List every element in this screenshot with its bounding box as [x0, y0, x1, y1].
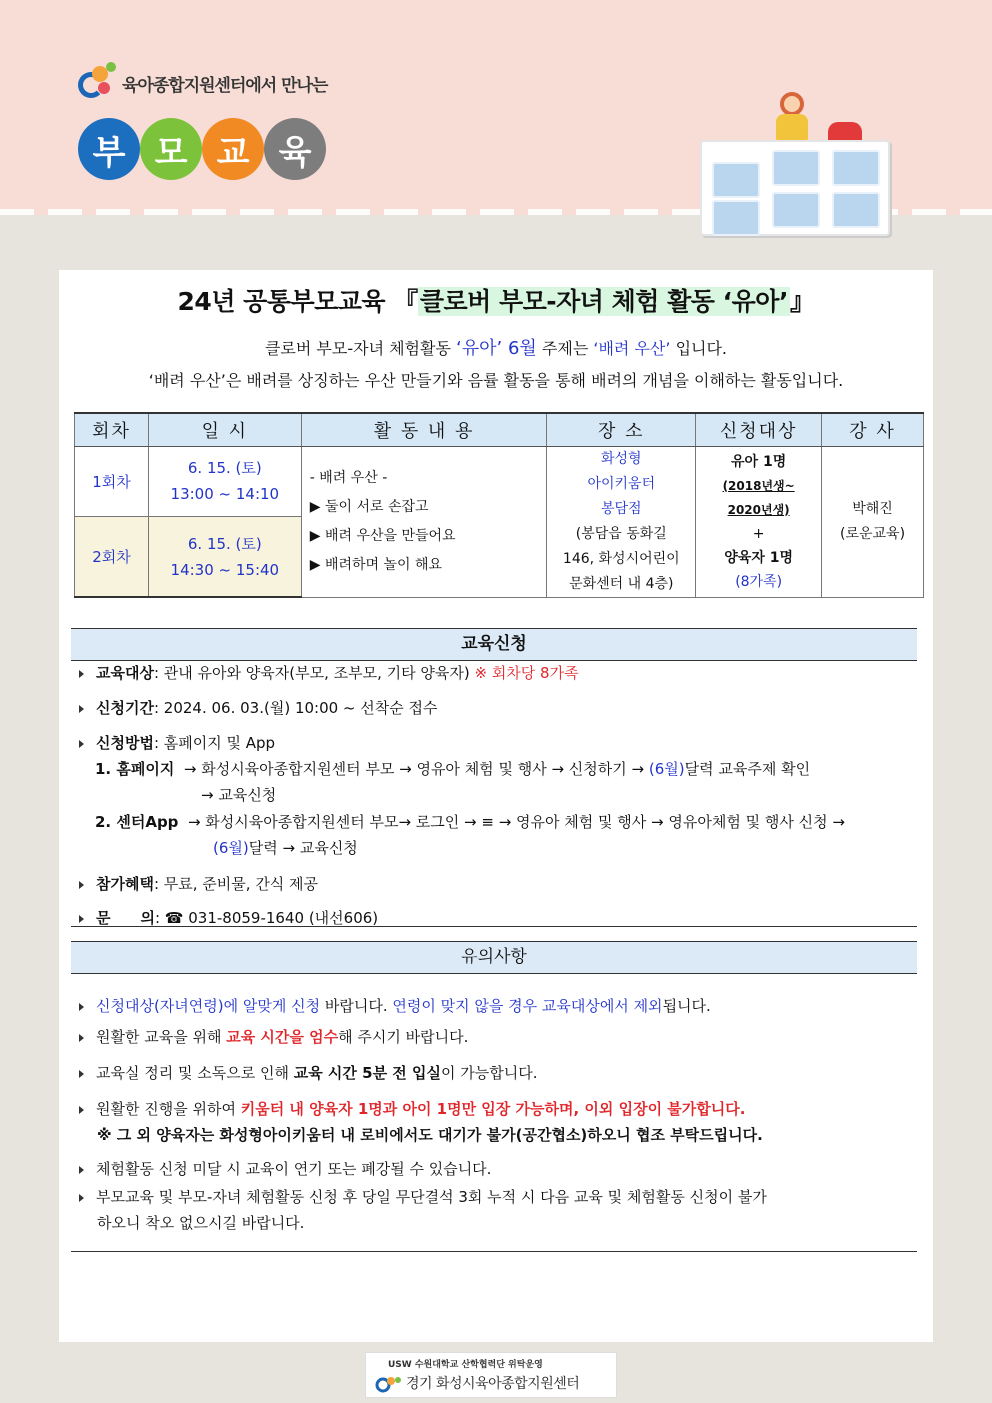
- shelf-icon: [700, 140, 890, 236]
- notes-section-heading: 유의사항: [71, 941, 917, 974]
- schedule-table: [74, 412, 924, 598]
- note-2: 원활한 교육을 위해 교육 시간을 엄수해 주시기 바랍니다.: [79, 1026, 468, 1047]
- apply-method-web-cont: → 교육신청: [201, 786, 277, 804]
- datetime-1: 6. 15. (토) 13:00 ~ 14:10: [148, 446, 301, 517]
- bullet-icon: [79, 670, 84, 678]
- center-logo: [78, 62, 327, 104]
- note-4-sub: ※ 그 외 양육자는 화성형아이키움터 내 로비에서도 대기가 불가(공간협소)하오니 협조 부탁드립니다.: [97, 1126, 763, 1144]
- apply-contact: 문 의: ☎ 031-8059-1640 (내선606): [79, 907, 378, 928]
- divider: [71, 926, 917, 927]
- bullet-icon: [79, 1070, 84, 1078]
- activity-cell: - 배려 우산 - ▶ 둘이 서로 손잡고 ▶ 배려 우산을 만들어요 ▶ 배려하며 놀이 해요: [301, 446, 547, 597]
- bullet-icon: [79, 705, 84, 713]
- apply-target: 교육대상: 관내 유아와 양육자(부모, 조부모, 기타 양육자) ※ 회차당 8가족: [79, 662, 579, 683]
- title-circle-1: 부: [78, 118, 140, 180]
- header-tagline: 육아종합지원센터에서 만나는: [122, 75, 328, 96]
- center-logo-icon: [78, 62, 120, 104]
- col-header-location: 장 소: [547, 413, 696, 446]
- bullet-icon: [79, 1034, 84, 1042]
- apply-section-heading: 교육신청: [71, 628, 917, 661]
- footer-logo: [365, 1352, 617, 1398]
- note-6: 부모교육 및 부모-자녀 체험활동 신청 후 당일 무단결석 3회 누적 시 다음 교육 및 체험활동 신청이 불가: [79, 1186, 767, 1207]
- apply-method: 신청방법: 홈페이지 및 App: [79, 732, 275, 753]
- note-5: 체험활동 신청 미달 시 교육이 연기 또는 폐강될 수 있습니다.: [79, 1158, 491, 1179]
- col-header-datetime: 일 시: [148, 413, 301, 446]
- title-circle-3: 교: [202, 118, 264, 180]
- col-header-activity: 활 동 내 용: [301, 413, 547, 446]
- footer-center-name: 경기 화성시육아종합지원센터: [406, 1376, 580, 1392]
- note-4: 원활한 진행을 위하여 키움터 내 양육자 1명과 아이 1명만 입장 가능하며, 이외 입장이 불가합니다.: [79, 1098, 745, 1119]
- title-highlight: 클로버 부모-자녀 체험 활동 ‘유아’: [419, 287, 788, 316]
- session-2: 2회차: [75, 517, 149, 597]
- col-header-target: 신청대상: [696, 413, 822, 446]
- bullet-icon: [79, 881, 84, 889]
- table-row: [75, 446, 924, 517]
- apply-period: 신청기간: 2024. 06. 03.(월) 10:00 ~ 선착순 접수: [79, 697, 438, 718]
- bullet-icon: [79, 1194, 84, 1202]
- bullet-icon: [79, 740, 84, 748]
- schedule-header-row: [75, 413, 924, 446]
- triangle-bullet-icon: ▶: [309, 498, 325, 515]
- note-6-cont: 하오니 착오 없으시길 바랍니다.: [97, 1214, 305, 1232]
- note-1: 신청대상(자녀연령)에 알맞게 신청 바랍니다. 연령이 맞지 않을 경우 교육대상에서 제외됩니다.: [79, 995, 711, 1016]
- datetime-2: 6. 15. (토) 14:30 ~ 15:40: [148, 517, 301, 597]
- apply-method-web: 1. 홈페이지 → 화성시육아종합지원센터 부모 → 영유아 체험 및 행사 → 신청하기 → (6월)달력 교육주제 확인: [95, 760, 811, 778]
- col-header-instructor: 강 사: [822, 413, 924, 446]
- apply-benefit: 참가혜택: 무료, 준비물, 간식 제공: [79, 873, 318, 894]
- apply-method-app-cont: (6월)달력 → 교육신청: [213, 839, 358, 857]
- toy-shelf-illustration: [700, 92, 895, 237]
- intro-line-1: 클로버 부모-자녀 체험활동 ‘유아’ 6월 주제는 ‘배려 우산’ 입니다.: [264, 338, 728, 359]
- bullet-icon: [79, 1003, 84, 1011]
- center-logo-icon: [374, 1375, 402, 1393]
- title-circle-4: 육: [264, 118, 326, 180]
- apply-method-app: 2. 센터App → 화성시육아종합지원센터 부모→ 로그인 → ≡ → 영유아 체험 및 행사 → 영유아체험 및 행사 신청 →: [95, 813, 845, 831]
- bullet-icon: [79, 915, 84, 923]
- bullet-icon: [79, 1106, 84, 1114]
- intro-line-2: ‘배려 우산’은 배려를 상징하는 우산 만들기와 음률 활동을 통해 배려의 개념을 이해하는 활동입니다.: [148, 371, 844, 390]
- location-cell: 화성형 아이키움터 봉담점 (봉담읍 동화길 146, 화성시어린이 문화센터 내 4층): [547, 446, 696, 597]
- page-title: 24년 공통부모교육 『클로버 부모-자녀 체험 활동 ‘유아’』: [177, 287, 815, 316]
- note-3: 교육실 정리 및 소독으로 인해 교육 시간 5분 전 입실이 가능합니다.: [79, 1062, 537, 1083]
- instructor-cell: 박해진 (로운교육): [822, 446, 924, 597]
- triangle-bullet-icon: ▶: [309, 556, 325, 573]
- session-1: 1회차: [75, 446, 149, 517]
- divider: [71, 1251, 917, 1252]
- footer-operator: USW 수원대학교 산학협력단 위탁운영: [388, 1360, 543, 1370]
- document-sheet: [59, 270, 933, 1342]
- parent-education-title-circles: [78, 118, 326, 180]
- bullet-icon: [79, 1166, 84, 1174]
- triangle-bullet-icon: ▶: [309, 527, 325, 544]
- title-circle-2: 모: [140, 118, 202, 180]
- col-header-session: 회차: [75, 413, 149, 446]
- target-cell: 유아 1명 (2018년생~ 2020년생) + 양육자 1명 (8가족): [696, 446, 822, 597]
